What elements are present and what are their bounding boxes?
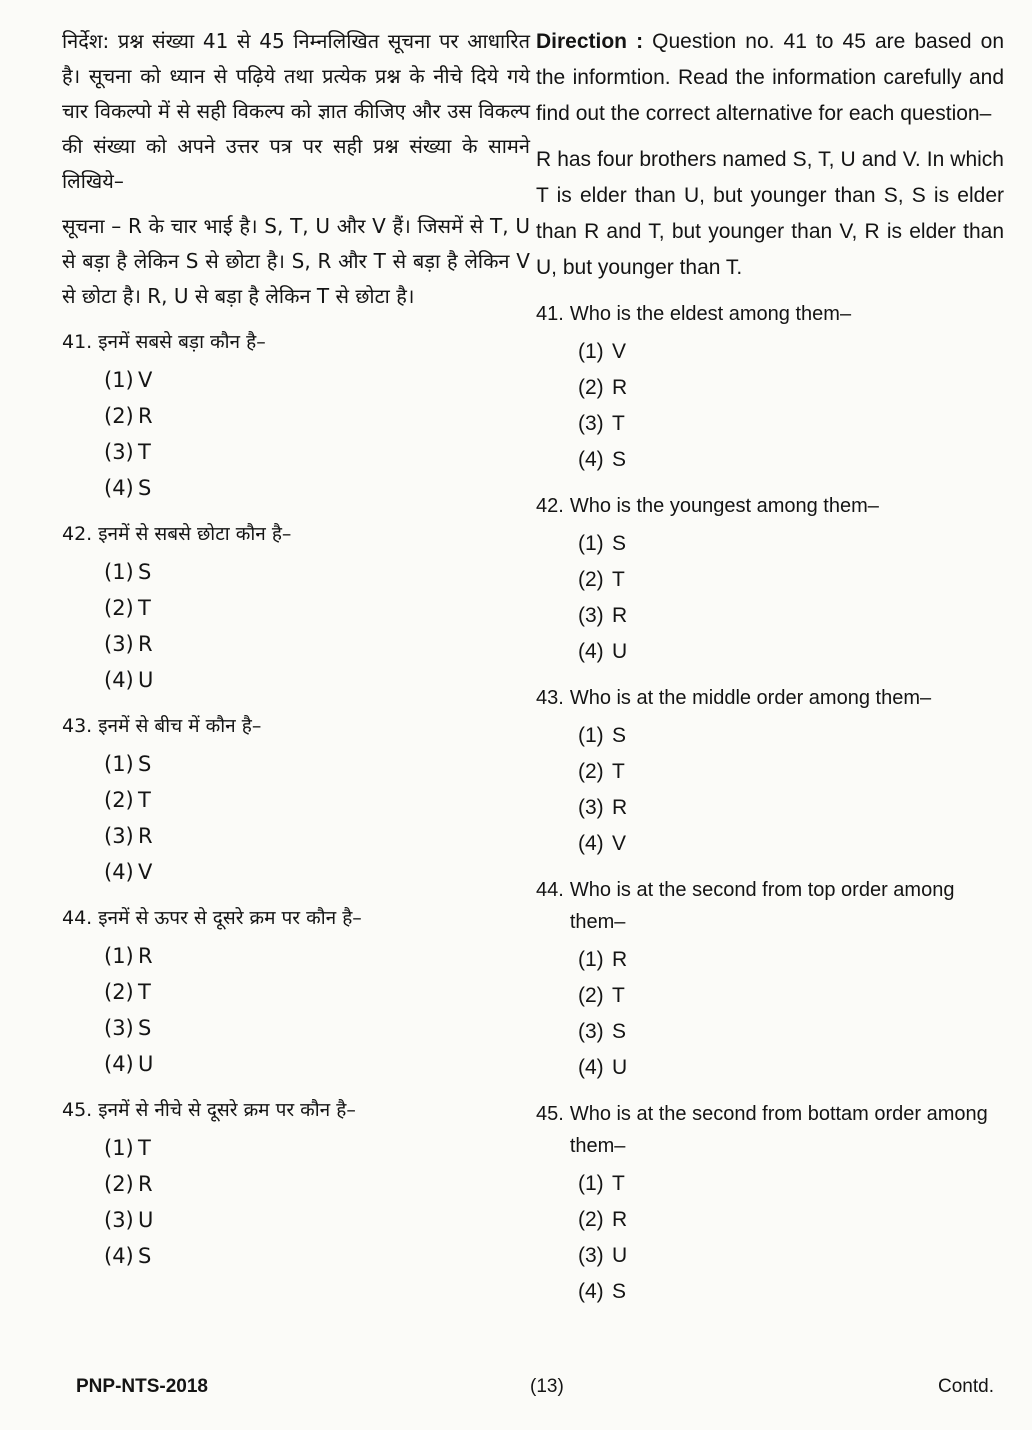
- option-value: R: [612, 948, 628, 971]
- option-value: S: [612, 448, 627, 471]
- option-list: [536, 526, 1004, 670]
- question-stem: [62, 518, 530, 550]
- question-number: 44.: [536, 879, 564, 901]
- option-number: (2): [104, 788, 134, 812]
- option-number: (4): [104, 668, 134, 692]
- question-text: इनमें से नीचे से दूसरे क्रम पर कौन है–: [98, 1099, 356, 1121]
- question-number: 43.: [536, 687, 564, 709]
- option-number: (3): [104, 440, 134, 464]
- option-3: [104, 434, 530, 470]
- continued-label: Contd.: [938, 1376, 994, 1397]
- question-text: इनमें से ऊपर से दूसरे क्रम पर कौन है–: [98, 907, 362, 929]
- option-number: (2): [104, 1172, 134, 1196]
- question-number: 41.: [62, 331, 93, 353]
- option-value: S: [612, 724, 627, 747]
- option-value: U: [138, 1208, 154, 1232]
- option-value: S: [612, 1280, 627, 1303]
- option-value: U: [612, 1056, 628, 1079]
- option-number: (2): [578, 1208, 604, 1231]
- option-number: (3): [578, 796, 604, 819]
- direction-label: Direction :: [536, 30, 644, 53]
- option-1: [578, 942, 1004, 978]
- option-value: R: [138, 632, 153, 656]
- question-43: [536, 682, 1004, 862]
- option-number: (3): [578, 412, 604, 435]
- option-2: [578, 754, 1004, 790]
- question-number: 45.: [62, 1099, 93, 1121]
- question-44: [536, 874, 1004, 1086]
- question-text: Who is at the second from top order among them–: [569, 879, 955, 933]
- option-value: T: [612, 412, 625, 435]
- option-number: (1): [578, 948, 604, 971]
- option-1: [104, 938, 530, 974]
- option-number: (4): [578, 640, 604, 663]
- question-stem: [62, 326, 530, 358]
- question-42: [536, 490, 1004, 670]
- question-stem: [62, 710, 530, 742]
- option-value: S: [612, 1020, 627, 1043]
- option-number: (2): [104, 980, 134, 1004]
- option-value: R: [138, 1172, 153, 1196]
- question-42: [62, 518, 530, 698]
- option-number: (2): [578, 984, 604, 1007]
- english-question-list: [536, 298, 1004, 1310]
- option-2: [104, 1166, 530, 1202]
- option-value: T: [138, 440, 151, 464]
- hindi-question-list: [62, 326, 530, 1274]
- question-41: [536, 298, 1004, 478]
- option-2: [104, 782, 530, 818]
- option-number: (2): [104, 404, 134, 428]
- question-number: 45.: [536, 1103, 564, 1125]
- option-number: (4): [578, 832, 604, 855]
- question-stem: [536, 298, 1004, 330]
- question-45: [536, 1098, 1004, 1310]
- option-4: [104, 662, 530, 698]
- option-4: [104, 470, 530, 506]
- option-number: (3): [578, 604, 604, 627]
- question-text: इनमें से बीच में कौन है–: [98, 715, 262, 737]
- option-value: V: [138, 860, 153, 884]
- hindi-direction: निर्देश: प्रश्न संख्या 41 से 45 निम्नलिखित सूचना पर आधारित है। सूचना को ध्यान से पढ़िये तथा प्रत्येक प्रश्न के नीचे दिये गये चार विकल्पो में से सही विकल्प को ज्ञात कीजिए और उस विकल्प की संख्या को अपने उत्तर पत्र पर सही प्रश्न संख्या के सामने लिखिये–: [62, 29, 531, 193]
- option-number: (1): [578, 340, 604, 363]
- option-value: R: [612, 796, 628, 819]
- hindi-column: [62, 24, 530, 1274]
- english-direction: [536, 24, 1004, 132]
- question-stem: [62, 902, 530, 934]
- option-2: [578, 1202, 1004, 1238]
- option-list: [62, 554, 530, 698]
- option-value: U: [612, 640, 628, 663]
- direction-text: Question no. 41 to 45 are based on the informtion. Read the information carefully and find out the correct alternative for each question–: [536, 30, 1005, 125]
- option-number: (1): [104, 944, 134, 968]
- option-4: [578, 442, 1004, 478]
- option-value: R: [138, 944, 153, 968]
- option-value: V: [612, 832, 627, 855]
- question-number: 44.: [62, 907, 93, 929]
- question-text: इनमें से सबसे छोटा कौन है–: [98, 523, 292, 545]
- option-number: (3): [104, 632, 134, 656]
- option-number: (3): [104, 1016, 134, 1040]
- option-3: [578, 790, 1004, 826]
- option-number: (2): [578, 760, 604, 783]
- option-value: T: [138, 980, 151, 1004]
- option-number: (3): [104, 824, 134, 848]
- option-4: [104, 854, 530, 890]
- option-2: [104, 974, 530, 1010]
- option-value: U: [138, 668, 154, 692]
- option-list: [536, 334, 1004, 478]
- option-value: T: [612, 1172, 625, 1195]
- option-list: [62, 938, 530, 1082]
- english-information: R has four brothers named S, T, U and V. In which T is elder than U, but younger than S, S is elder than R and T, but younger than V, R is elder than U, but younger than T.: [536, 148, 1004, 279]
- question-stem: [536, 874, 1004, 938]
- option-list: [536, 942, 1004, 1086]
- option-1: [578, 1166, 1004, 1202]
- option-value: T: [612, 760, 625, 783]
- option-4: [578, 1274, 1004, 1310]
- option-number: (1): [104, 1136, 134, 1160]
- option-number: (1): [104, 752, 134, 776]
- option-1: [578, 718, 1004, 754]
- option-number: (1): [104, 560, 134, 584]
- option-value: S: [138, 1244, 152, 1268]
- option-value: R: [138, 824, 153, 848]
- option-number: (4): [104, 860, 134, 884]
- option-number: (1): [578, 724, 604, 747]
- hindi-information: सूचना – R के चार भाई है। S, T, U और V हैं। जिसमें से T, U से बड़ा है लेकिन S से छोटा है। S, R और T से बड़ा है लेकिन V से छोटा है। R, U से बड़ा है लेकिन T से छोटा है।: [62, 214, 530, 308]
- option-number: (2): [104, 596, 134, 620]
- option-4: [578, 826, 1004, 862]
- option-value: S: [138, 560, 152, 584]
- question-stem: [536, 1098, 1004, 1162]
- english-column: [536, 24, 1004, 1310]
- question-text: Who is at the second from bottam order among them–: [569, 1103, 988, 1157]
- page-number: (13): [530, 1376, 564, 1397]
- option-number: (1): [578, 1172, 604, 1195]
- option-value: T: [612, 568, 625, 591]
- option-number: (4): [578, 1280, 604, 1303]
- option-number: (1): [578, 532, 604, 555]
- option-value: T: [138, 1136, 151, 1160]
- option-1: [104, 362, 530, 398]
- question-41: [62, 326, 530, 506]
- option-4: [104, 1046, 530, 1082]
- option-2: [104, 398, 530, 434]
- option-4: [578, 634, 1004, 670]
- option-number: (3): [104, 1208, 134, 1232]
- option-value: U: [138, 1052, 154, 1076]
- option-value: T: [612, 984, 625, 1007]
- option-value: S: [612, 532, 627, 555]
- option-3: [578, 406, 1004, 442]
- question-45: [62, 1094, 530, 1274]
- option-1: [578, 334, 1004, 370]
- option-number: (2): [578, 376, 604, 399]
- option-number: (4): [104, 1244, 134, 1268]
- option-3: [104, 1202, 530, 1238]
- option-value: V: [138, 368, 153, 392]
- option-2: [578, 370, 1004, 406]
- option-1: [104, 1130, 530, 1166]
- question-stem: [536, 490, 1004, 522]
- option-value: S: [138, 752, 152, 776]
- question-text: इनमें सबसे बड़ा कौन है–: [98, 331, 266, 353]
- option-4: [104, 1238, 530, 1274]
- option-2: [578, 978, 1004, 1014]
- option-2: [578, 562, 1004, 598]
- option-number: (4): [104, 476, 134, 500]
- option-number: (4): [578, 448, 604, 471]
- question-number: 43.: [62, 715, 93, 737]
- option-number: (4): [578, 1056, 604, 1079]
- option-3: [104, 818, 530, 854]
- option-list: [62, 746, 530, 890]
- option-value: S: [138, 1016, 152, 1040]
- option-value: T: [138, 788, 151, 812]
- option-value: S: [138, 476, 152, 500]
- option-value: R: [612, 604, 628, 627]
- option-3: [578, 1014, 1004, 1050]
- option-number: (4): [104, 1052, 134, 1076]
- question-number: 42.: [536, 495, 564, 517]
- option-1: [578, 526, 1004, 562]
- paper-code: PNP-NTS-2018: [76, 1376, 208, 1397]
- option-value: U: [612, 1244, 628, 1267]
- question-43: [62, 710, 530, 890]
- option-value: R: [612, 376, 628, 399]
- question-44: [62, 902, 530, 1082]
- question-stem: [536, 682, 1004, 714]
- option-3: [578, 1238, 1004, 1274]
- question-stem: [62, 1094, 530, 1126]
- option-4: [578, 1050, 1004, 1086]
- option-2: [104, 590, 530, 626]
- option-number: (3): [578, 1244, 604, 1267]
- option-3: [578, 598, 1004, 634]
- question-text: Who is the youngest among them–: [569, 495, 879, 517]
- option-3: [104, 1010, 530, 1046]
- option-1: [104, 746, 530, 782]
- question-number: 42.: [62, 523, 93, 545]
- question-text: Who is the eldest among them–: [569, 303, 852, 325]
- option-number: (3): [578, 1020, 604, 1043]
- option-list: [62, 1130, 530, 1274]
- question-number: 41.: [536, 303, 564, 325]
- option-1: [104, 554, 530, 590]
- option-list: [536, 1166, 1004, 1310]
- option-value: R: [612, 1208, 628, 1231]
- option-list: [62, 362, 530, 506]
- option-value: T: [138, 596, 151, 620]
- option-list: [536, 718, 1004, 862]
- option-3: [104, 626, 530, 662]
- option-number: (1): [104, 368, 134, 392]
- option-value: V: [612, 340, 627, 363]
- option-value: R: [138, 404, 153, 428]
- option-number: (2): [578, 568, 604, 591]
- question-text: Who is at the middle order among them–: [569, 687, 932, 709]
